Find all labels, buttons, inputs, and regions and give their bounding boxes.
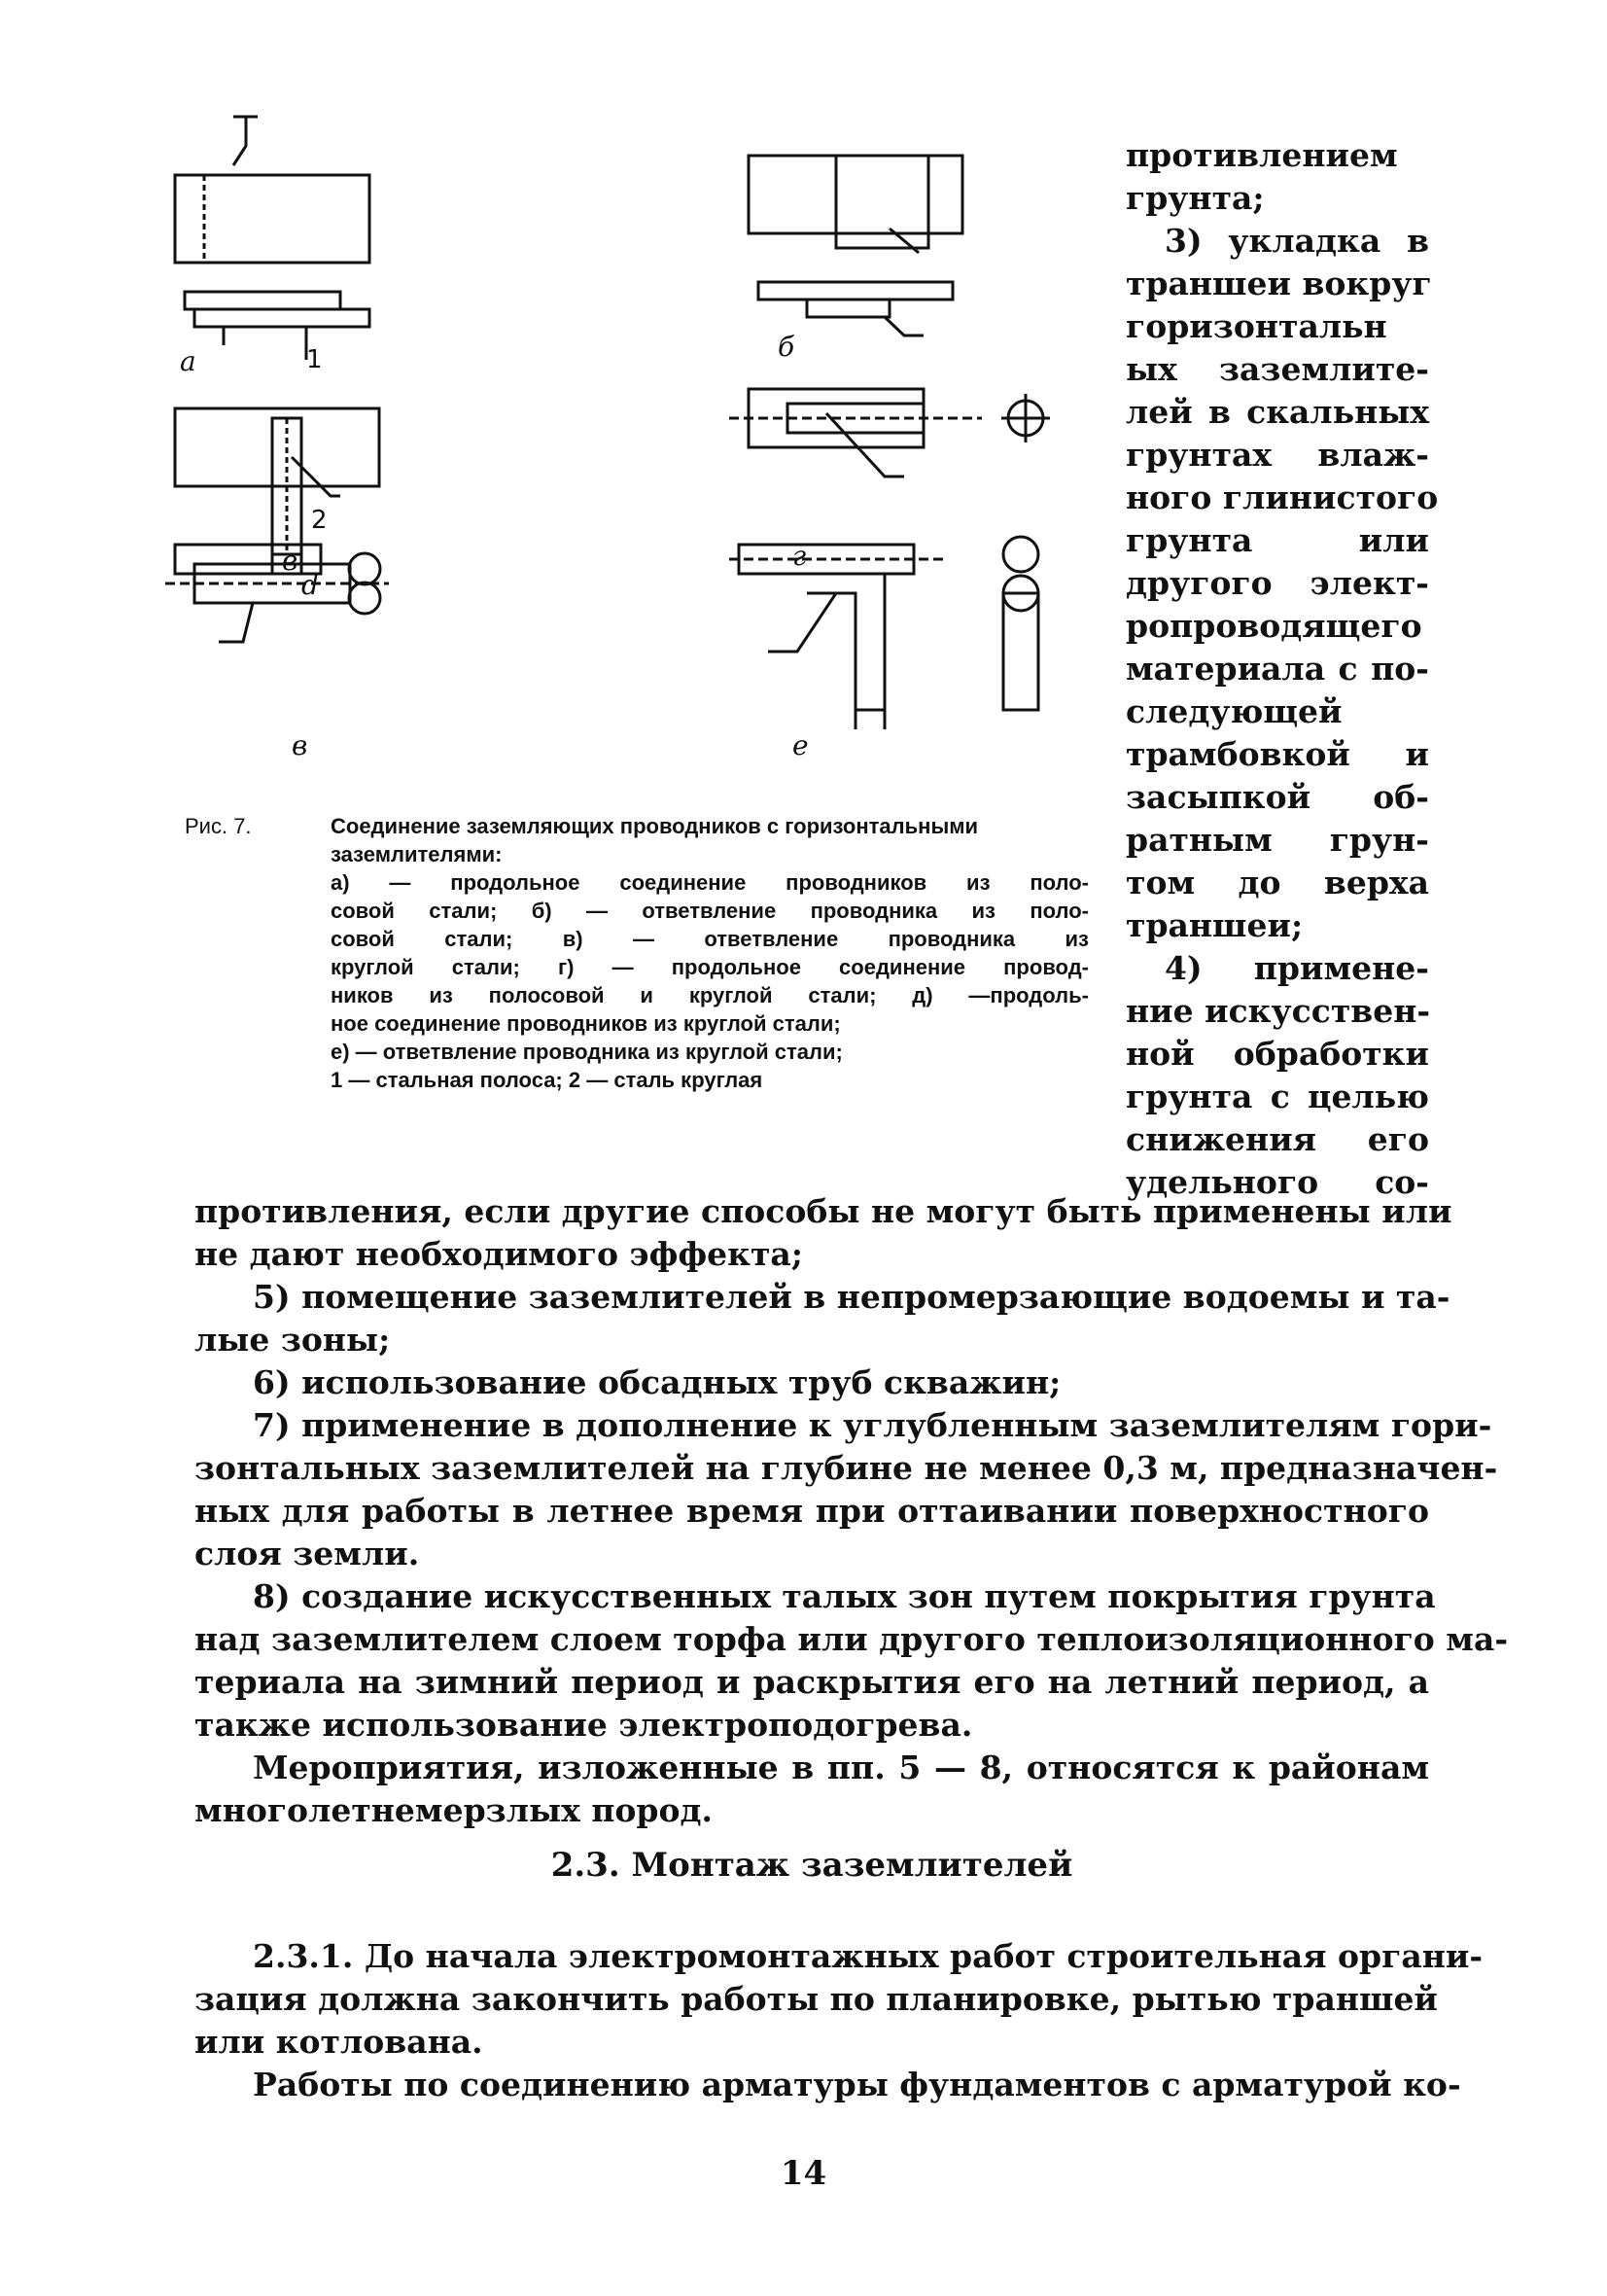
text-line: Мероприятия, изложенные в пп. 5 — 8, относятся к районам xyxy=(253,1748,1429,1786)
figure-e-drawing xyxy=(729,537,1038,729)
text-line: над заземлителем слоем торфа или другого теплоизоляционного ма- xyxy=(194,1620,1509,1658)
text-line: 2.3.1. До начала электромонтажных работ строительная органи- xyxy=(253,1937,1484,1975)
text-line: ной обработки xyxy=(1126,1035,1429,1073)
figure-label-b: б xyxy=(778,331,795,363)
figure-label-e: е xyxy=(792,729,809,761)
text-line: 6) использование обсадных труб скважин; xyxy=(253,1363,1062,1401)
figure-label-v2: в xyxy=(292,729,308,761)
page-number: 14 xyxy=(780,2154,827,2193)
text-line: грунта с целью xyxy=(1126,1077,1429,1115)
text-line: многолетнемерзлых пород. xyxy=(194,1791,713,1829)
text-line: зация должна закончить работы по планировке, рытью траншей xyxy=(194,1980,1438,2018)
text-line: снижения его xyxy=(1126,1120,1429,1158)
caption-line: ников из полосовой и круглой стали; д) —продоль- xyxy=(331,983,1089,1007)
section-heading: 2.3. Монтаж заземлителей xyxy=(550,1846,1073,1885)
caption-line: е) — ответвление проводника из круглой стали; xyxy=(331,1040,843,1064)
figure-number: Рис. 7. xyxy=(185,814,252,838)
text-line: траншеи; xyxy=(1126,906,1304,944)
figure-label-a: а xyxy=(180,345,196,377)
text-line: другого элект- xyxy=(1126,564,1429,602)
text-line: или котлована. xyxy=(194,2023,483,2061)
figure-drawings xyxy=(165,107,1118,817)
caption-line: совой стали; в) — ответвление проводника из xyxy=(331,927,1089,951)
figure-label-v1: в xyxy=(282,545,298,577)
figure-label-1: 1 xyxy=(306,345,323,374)
text-line: зонтальных заземлителей на глубине не менее 0,3 м, предназначен- xyxy=(194,1449,1498,1487)
text-line: том до верха xyxy=(1126,864,1429,901)
figure-b-drawing xyxy=(749,156,962,336)
right-column-text xyxy=(1126,134,1439,1204)
text-line: траншеи вокруг xyxy=(1126,265,1432,302)
caption-line: ное соединение проводников из круглой стали; xyxy=(331,1011,841,1036)
main-text xyxy=(194,1190,1509,1832)
text-line: противлением xyxy=(1126,136,1398,174)
text-line: лей в скальных xyxy=(1126,393,1429,431)
text-line: засыпкой об- xyxy=(1126,778,1429,816)
text-line: материала с по- xyxy=(1126,650,1429,688)
caption-line: 1 — стальная полоса; 2 — сталь круглая xyxy=(331,1068,763,1092)
text-line: ых заземлите- xyxy=(1126,350,1429,388)
text-line: горизонтальн xyxy=(1126,307,1387,345)
figure-label-g: г xyxy=(792,540,807,572)
text-line: 5) помещение заземлителей в непромерзающие водоемы и та- xyxy=(253,1278,1450,1316)
text-line: териала на зимний период и раскрытия его на летний период, а xyxy=(194,1663,1429,1701)
text-line: грунта или xyxy=(1126,521,1429,559)
text-line: 4) примене- xyxy=(1165,949,1429,987)
text-line: ратным грун- xyxy=(1126,821,1429,859)
text-line: слоя земли. xyxy=(194,1535,420,1572)
text-line: грунтах влаж- xyxy=(1126,436,1429,474)
caption-line: круглой стали; г) — продольное соединение провод- xyxy=(331,955,1089,979)
text-line: 8) создание искусственных талых зон путем покрытия грунта xyxy=(253,1577,1436,1615)
text-line: следующей xyxy=(1126,692,1343,730)
figure-v-drawing xyxy=(175,408,379,574)
figure-v2-drawing xyxy=(165,545,389,642)
text-line: ных для работы в летнее время при оттаивании поверхностного xyxy=(194,1492,1429,1530)
figure-label-2: 2 xyxy=(311,506,328,535)
text-line: ние искусствен- xyxy=(1126,992,1431,1030)
figure-g-drawing xyxy=(729,389,1050,477)
text-line: трамбовкой и xyxy=(1126,735,1429,773)
text-line: Работы по соединению арматуры фундаментов с арматурой ко- xyxy=(253,2066,1461,2103)
figure-caption xyxy=(185,812,1089,1094)
text-line: противления, если другие способы не могут быть применены или xyxy=(194,1192,1452,1230)
caption-line: а) — продольное соединение проводников из поло- xyxy=(331,870,1089,895)
figure-a-drawing xyxy=(175,117,369,360)
text-line: удельного со- xyxy=(1126,1163,1429,1201)
text-line: ропроводящего xyxy=(1126,607,1422,645)
text-line: не дают необходимого эффекта; xyxy=(194,1235,803,1273)
text-line: 7) применение в дополнение к углубленным заземлителям гори- xyxy=(253,1406,1492,1444)
text-line: ного глинистого xyxy=(1126,478,1439,516)
text-line: также использование электроподогрева. xyxy=(194,1706,973,1744)
text-line: лые зоны; xyxy=(194,1321,391,1359)
section-text xyxy=(194,1935,1484,2106)
figure-caption-title: Соединение заземляющих проводников с горизонтальными заземлителями: xyxy=(331,814,979,866)
text-line: 3) укладка в xyxy=(1165,222,1429,260)
caption-line: совой стали; б) — ответвление проводника из поло- xyxy=(331,899,1089,923)
figure-label-d: d xyxy=(301,569,319,601)
text-line: грунта; xyxy=(1126,179,1265,217)
